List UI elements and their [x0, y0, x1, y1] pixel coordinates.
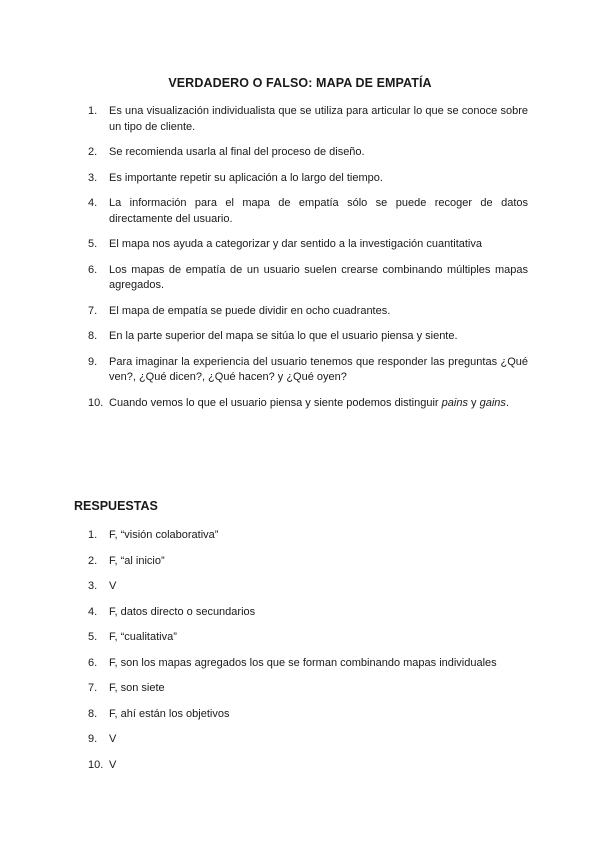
question-text: Se recomienda usarla al final del proceso de diseño. — [109, 146, 365, 158]
answers-heading: RESPUESTAS — [74, 499, 158, 513]
question-number: 6. — [88, 263, 98, 276]
answer-text: F, datos directo o secundarios — [109, 605, 256, 618]
question-item — [88, 304, 528, 320]
answer-item — [88, 554, 528, 570]
answer-item — [88, 656, 528, 672]
document-title: VERDADERO O FALSO: MAPA DE EMPATÍA — [168, 76, 432, 90]
question-text: Para imaginar la experiencia del usuario tenemos que responder las preguntas ¿Qué ven?, ¿Qué dicen?, ¿Qué hacen? y ¿Qué oyen? — [109, 355, 528, 383]
answer-number: 9. — [88, 733, 98, 745]
answer-item — [88, 630, 528, 646]
answer-number: 7. — [88, 682, 98, 694]
question-text-part: y — [467, 396, 480, 409]
questions-list — [88, 104, 528, 421]
answer-number: 4. — [88, 605, 98, 618]
question-number: 7. — [88, 304, 98, 317]
question-text: Es importante repetir su aplicación a lo largo del tiempo. — [109, 171, 383, 184]
answer-text: V — [109, 758, 117, 771]
answer-number: 3. — [88, 580, 98, 592]
question-text: Los mapas de empatía de un usuario suelen crearse combinando múltiples mapas agregados. — [109, 263, 528, 291]
answer-item — [88, 758, 528, 774]
question-number: 1. — [88, 105, 98, 117]
question-item — [88, 329, 528, 345]
question-item — [88, 171, 528, 187]
question-text: En la parte superior del mapa se sitúa lo que el usuario piensa y siente. — [109, 330, 458, 342]
answer-number: 2. — [88, 554, 98, 567]
question-item — [88, 237, 528, 253]
question-number: 3. — [88, 171, 98, 184]
answer-text: F, “visión colaborativa” — [109, 529, 219, 541]
question-text-part: . — [505, 396, 509, 409]
answer-item — [88, 681, 528, 697]
question-number: 9. — [88, 355, 98, 368]
answer-text: F, “cualitativa” — [109, 631, 177, 643]
answer-text: F, ahí están los objetivos — [109, 707, 230, 720]
question-number: 4. — [88, 197, 98, 209]
answer-item — [88, 605, 528, 621]
term-gains: gains — [479, 396, 506, 409]
answer-text: F, son los mapas agregados los que se forman combinando mapas individuales — [109, 656, 497, 669]
question-text: El mapa nos ayuda a categorizar y dar sentido a la investigación cuantitativa — [109, 238, 482, 250]
question-text: Es una visualización individualista que se utiliza para articular lo que se conoce sobre un tipo de cliente. — [109, 105, 528, 133]
question-item — [88, 396, 528, 412]
question-item — [88, 355, 528, 386]
question-number: 5. — [88, 238, 98, 250]
answer-item — [88, 579, 528, 595]
answer-item — [88, 528, 528, 544]
question-number: 8. — [88, 330, 98, 342]
question-text — [109, 397, 509, 409]
answer-text: F, “al inicio” — [109, 554, 165, 567]
answer-text: V — [109, 580, 117, 592]
question-item — [88, 263, 528, 294]
answer-item — [88, 707, 528, 723]
question-text: El mapa de empatía se puede dividir en ocho cuadrantes. — [109, 304, 391, 317]
question-number: 10. — [88, 396, 104, 409]
question-number: 2. — [88, 146, 98, 158]
answer-item — [88, 732, 528, 748]
answer-number: 6. — [88, 656, 98, 669]
answer-number: 5. — [88, 631, 98, 643]
answer-number: 8. — [88, 707, 98, 720]
question-item — [88, 145, 528, 161]
answer-number: 10. — [88, 758, 104, 771]
answers-list — [88, 528, 528, 783]
question-text-part: Cuando vemos lo que el usuario piensa y siente podemos distinguir — [109, 396, 442, 409]
answer-text: V — [109, 733, 117, 745]
question-item — [88, 196, 528, 227]
question-item — [88, 104, 528, 135]
answer-number: 1. — [88, 529, 98, 541]
question-text: La información para el mapa de empatía sólo se puede recoger de datos directamente del usuario. — [109, 197, 528, 225]
term-pains: pains — [441, 396, 468, 409]
answer-text: F, son siete — [109, 682, 165, 694]
